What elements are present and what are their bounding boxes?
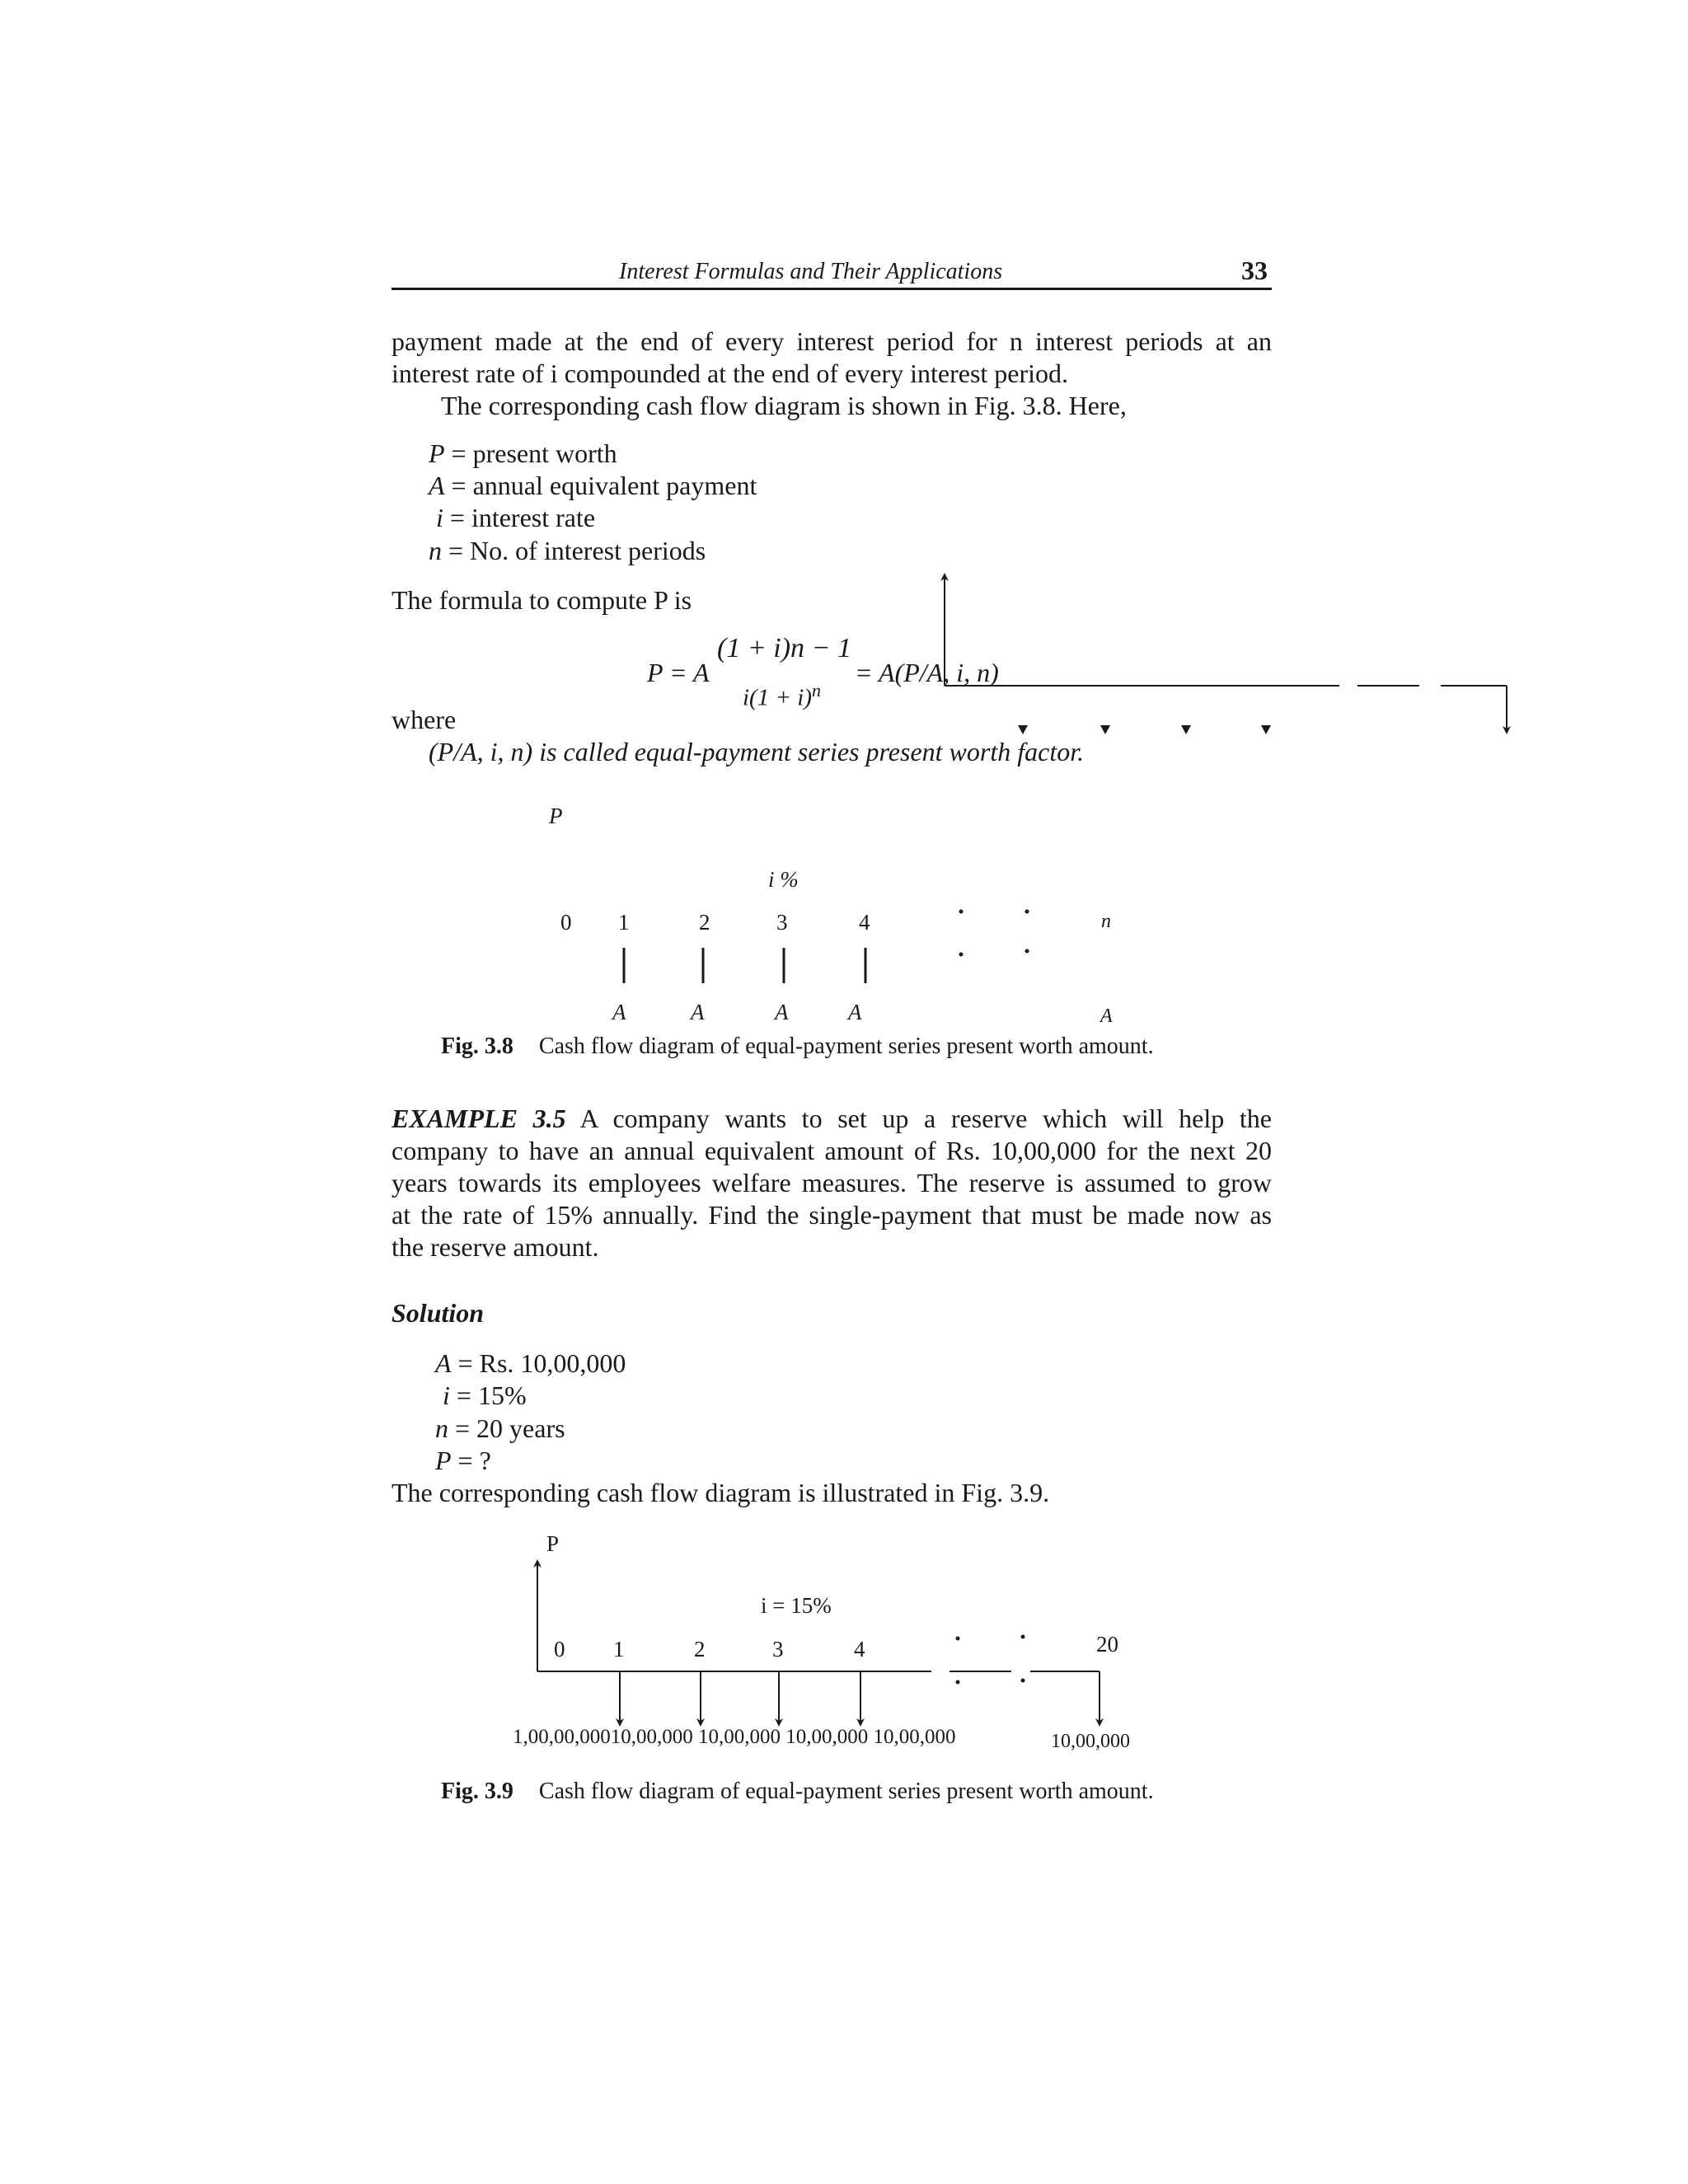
fig38-payment-stems [624, 948, 865, 983]
definition-symbol: A [429, 471, 445, 500]
formula-lhs: P = A [647, 658, 710, 687]
fig39-payment-n: 10,00,000 [1051, 1731, 1130, 1752]
fig38-ellipsis-dots [959, 910, 1029, 957]
formula-denominator-exp: n [812, 680, 821, 701]
example-line-2: company to have an annual equivalent amount of Rs. 10,00,000 for the next 20 [392, 1136, 1272, 1165]
formula-rhs: = A(P/A, i, n) [855, 658, 999, 687]
fig39-ellipsis-dots [956, 1635, 1025, 1685]
example-line-4: at the rate of 15% annually. Find the single-payment that must be made now as [392, 1200, 1272, 1230]
fig39-period-1: 1 [613, 1637, 625, 1661]
example-label: EXAMPLE 3.5 [392, 1104, 566, 1133]
formula-intro: The formula to compute P is [392, 585, 692, 615]
intro-line-1: payment made at the end of every interest period for n interest periods at an [392, 326, 1272, 356]
fig38-caption-number: Fig. 3.8 [441, 1033, 513, 1059]
definition-text: = annual equivalent payment [451, 471, 757, 500]
fig38-payment-1: A [612, 1000, 626, 1024]
running-title: Interest Formulas and Their Applications [619, 259, 1003, 284]
fig38-arrowheads [1018, 725, 1271, 734]
intro-line-2: interest rate of i compounded at the end of every interest period. [392, 359, 1069, 388]
fig38-caption-text: Cash flow diagram of equal-payment series present worth amount. [538, 1033, 1154, 1059]
fig38-period-1: 1 [618, 910, 630, 935]
example-line-5: the reserve amount. [392, 1232, 599, 1262]
formula-numerator: (1 + i)n − 1 [717, 633, 851, 663]
fig38-n-label: n [1101, 911, 1111, 932]
definition-text: = present worth [451, 438, 617, 468]
fig38-p-label: P [549, 804, 563, 828]
fig38-period-3: 3 [776, 910, 788, 935]
definition-text: = interest rate [449, 503, 596, 532]
fig39-timeline [537, 1563, 1100, 1722]
fig39-p-label: P [546, 1531, 560, 1556]
fig39-rate-text: i = 15% [761, 1593, 832, 1618]
fig39-period-2: 2 [694, 1637, 706, 1661]
fig39-period-3: 3 [772, 1637, 784, 1661]
example-text: A company wants to set up a reserve which will help the [565, 1104, 1273, 1133]
fig39-caption-number: Fig. 3.9 [441, 1779, 513, 1804]
definition-symbol: i [436, 503, 443, 532]
given-text: = 20 years [448, 1413, 565, 1443]
fig38-arrowhead [1018, 725, 1028, 734]
fig38-payment-2: A [691, 1000, 705, 1024]
definition-symbol: P [429, 438, 445, 468]
fig38-period-0: 0 [560, 910, 572, 935]
fig38-payment-n: A [1100, 1005, 1113, 1027]
solution-closing: The corresponding cash flow diagram is illustrated in Fig. 3.9. [392, 1478, 1050, 1507]
factor-name: equal-payment series present worth factor. [634, 737, 1085, 766]
fig38-arrowhead [1181, 725, 1191, 734]
intro-line-3: The corresponding cash flow diagram is shown in Fig. 3.8. Here, [441, 391, 1127, 420]
given-text: = Rs. 10,00,000 [451, 1348, 626, 1378]
given-text: = 15% [449, 1380, 527, 1410]
fig38-arrowhead [1261, 725, 1271, 734]
fig39-period-0: 0 [554, 1637, 565, 1661]
given-symbol: A [435, 1348, 452, 1378]
fig38-timeline [945, 577, 1507, 730]
given-symbol: P [435, 1446, 452, 1475]
solution-heading: Solution [392, 1298, 485, 1328]
formula-denominator-base: i(1 + i) [743, 684, 812, 711]
fig38-period-2: 2 [699, 910, 710, 935]
fig38-rate-label: i % [768, 867, 799, 892]
fig39-n-label: 20 [1096, 1632, 1118, 1657]
fig39-caption-text: Cash flow diagram of equal-payment series present worth amount. [538, 1779, 1154, 1804]
given-text: = ? [451, 1446, 491, 1475]
given-symbol: i [443, 1380, 450, 1410]
where-label: where [392, 705, 457, 734]
given-symbol: n [435, 1413, 448, 1443]
fig38-payment-4: A [848, 1000, 862, 1024]
fig39-period-4: 4 [854, 1637, 865, 1661]
definition-text: = No. of interest periods [448, 536, 706, 565]
page-number: 33 [1241, 255, 1268, 285]
fig38-period-4: 4 [859, 910, 870, 935]
fig38-arrowhead [1100, 725, 1110, 734]
fig39-payments-label: 1,00,00,00010,00,000 10,00,000 10,00,000 10,00,000 [513, 1726, 956, 1748]
factor-prefix: (P/A, i, n) is called [429, 737, 635, 766]
fig38-payment-3: A [775, 1000, 789, 1024]
example-line-3: years towards its employees welfare measures. The reserve is assumed to grow [392, 1168, 1272, 1197]
definition-symbol: n [429, 536, 442, 565]
